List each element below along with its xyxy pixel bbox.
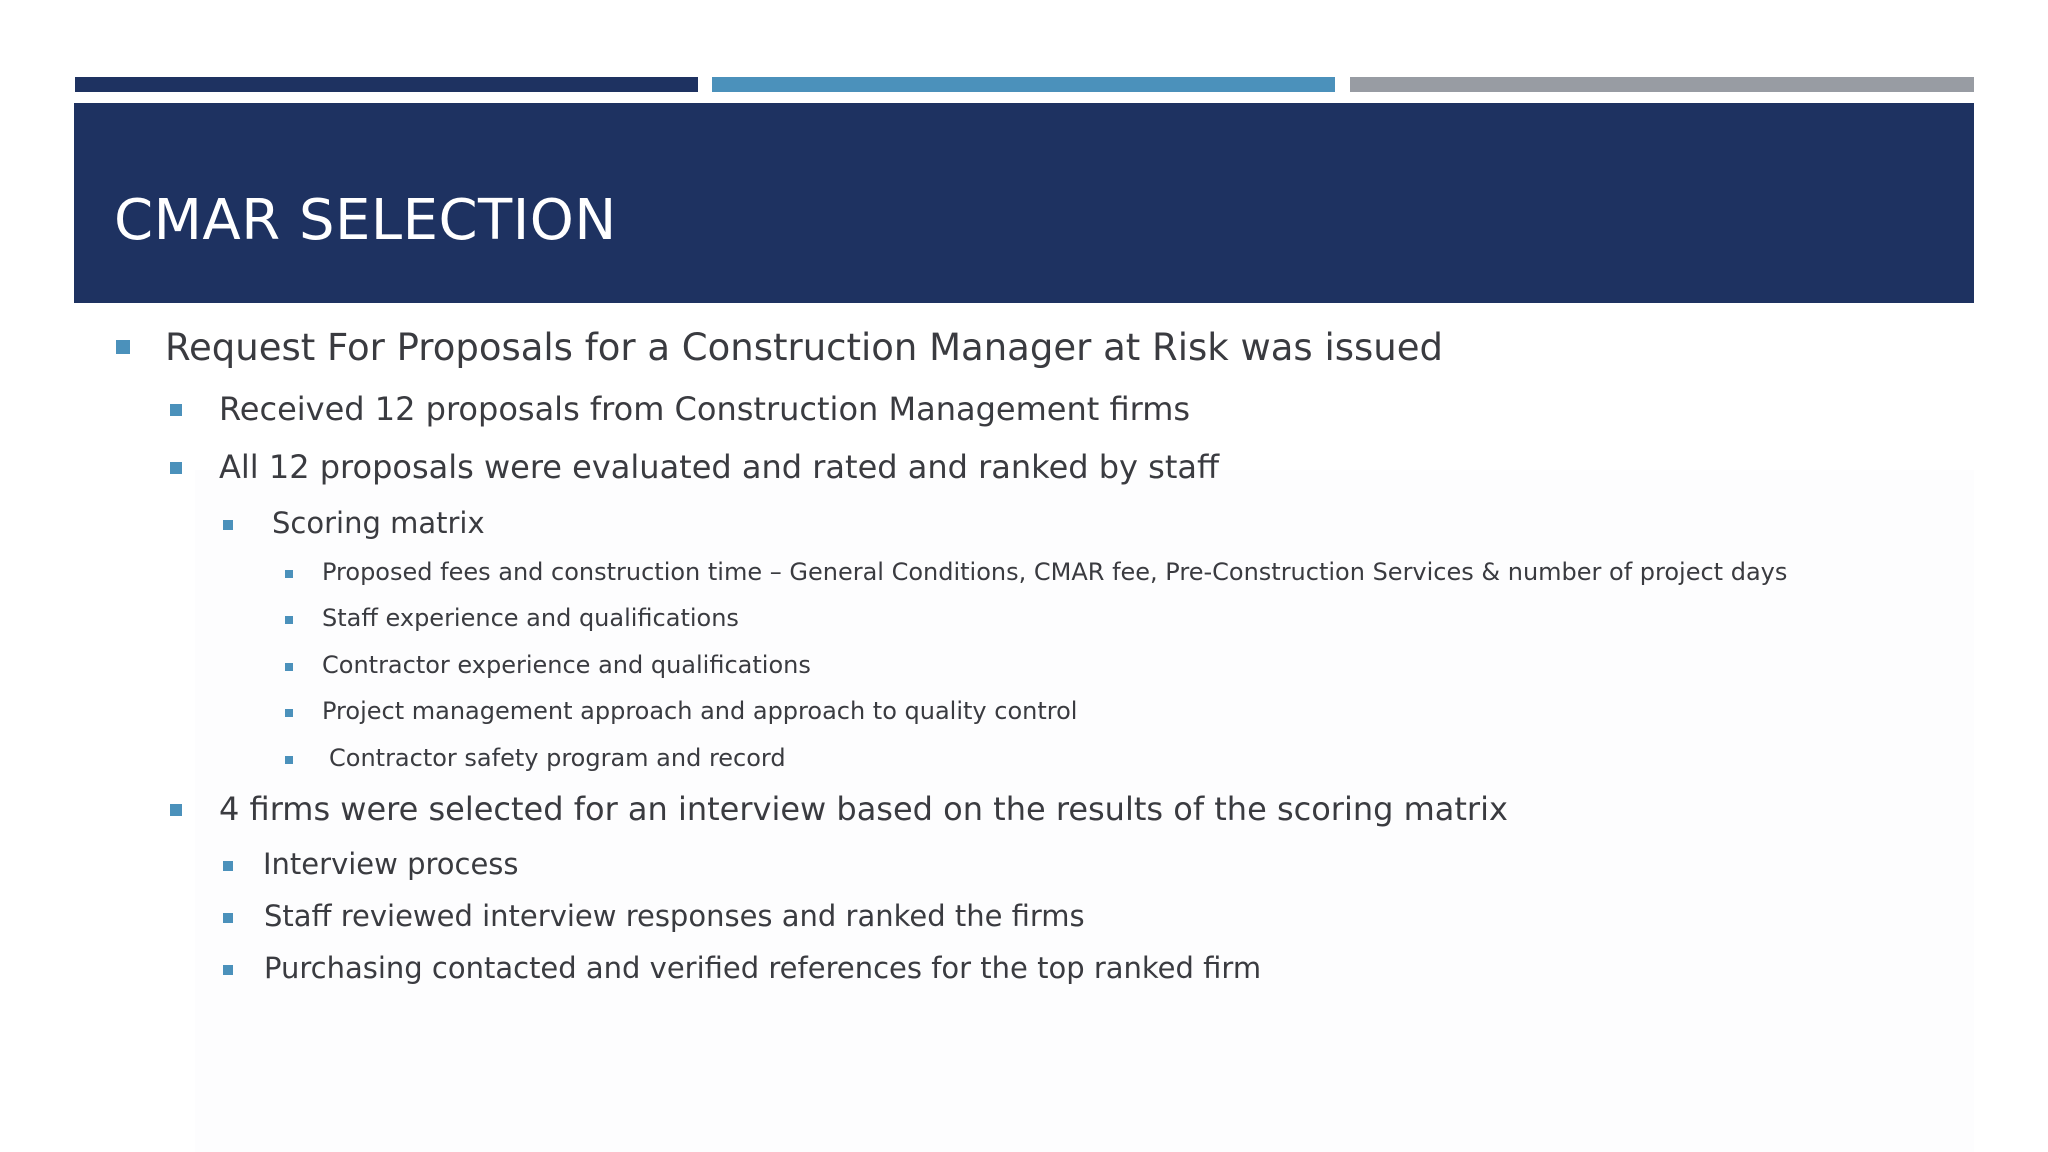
bullet-text: Staff reviewed interview responses and ranked the firms [264, 899, 1085, 933]
title-band [74, 103, 1974, 303]
accent-bar-navy [75, 77, 698, 92]
square-bullet-icon [285, 709, 293, 717]
accent-bar-gray [1350, 77, 1974, 92]
bullet-text: Contractor safety program and record [329, 744, 786, 772]
square-bullet-icon [285, 756, 293, 764]
bullet-text: All 12 proposals were evaluated and rated and ranked by staff [219, 448, 1220, 486]
square-bullet-icon [223, 861, 233, 871]
square-bullet-icon [170, 804, 182, 816]
square-bullet-icon [223, 913, 233, 923]
slide-title: CMAR SELECTION [114, 188, 617, 253]
bullet-text: Received 12 proposals from Construction Management firms [219, 390, 1191, 428]
bullet-text: Interview process [263, 847, 519, 881]
square-bullet-icon [116, 340, 130, 354]
square-bullet-icon [223, 520, 233, 530]
square-bullet-icon [170, 404, 182, 416]
bullet-text: Scoring matrix [272, 506, 485, 540]
square-bullet-icon [170, 462, 182, 474]
square-bullet-icon [223, 965, 233, 975]
bullet-text: Contractor experience and qualifications [322, 651, 811, 679]
square-bullet-icon [285, 570, 293, 578]
square-bullet-icon [285, 663, 293, 671]
square-bullet-icon [285, 616, 293, 624]
bullet-text: Project management approach and approach to quality control [322, 697, 1078, 725]
bullet-text: Proposed fees and construction time – General Conditions, CMAR fee, Pre-Construction Services & number of project days [322, 558, 1788, 586]
bullet-text: 4 firms were selected for an interview based on the results of the scoring matrix [219, 790, 1508, 828]
bullet-text: Staff experience and qualifications [322, 604, 739, 632]
bullet-text: Purchasing contacted and verified references for the top ranked firm [264, 951, 1262, 985]
accent-bar-blue [712, 77, 1335, 92]
bullet-text: Request For Proposals for a Construction Manager at Risk was issued [165, 326, 1443, 369]
